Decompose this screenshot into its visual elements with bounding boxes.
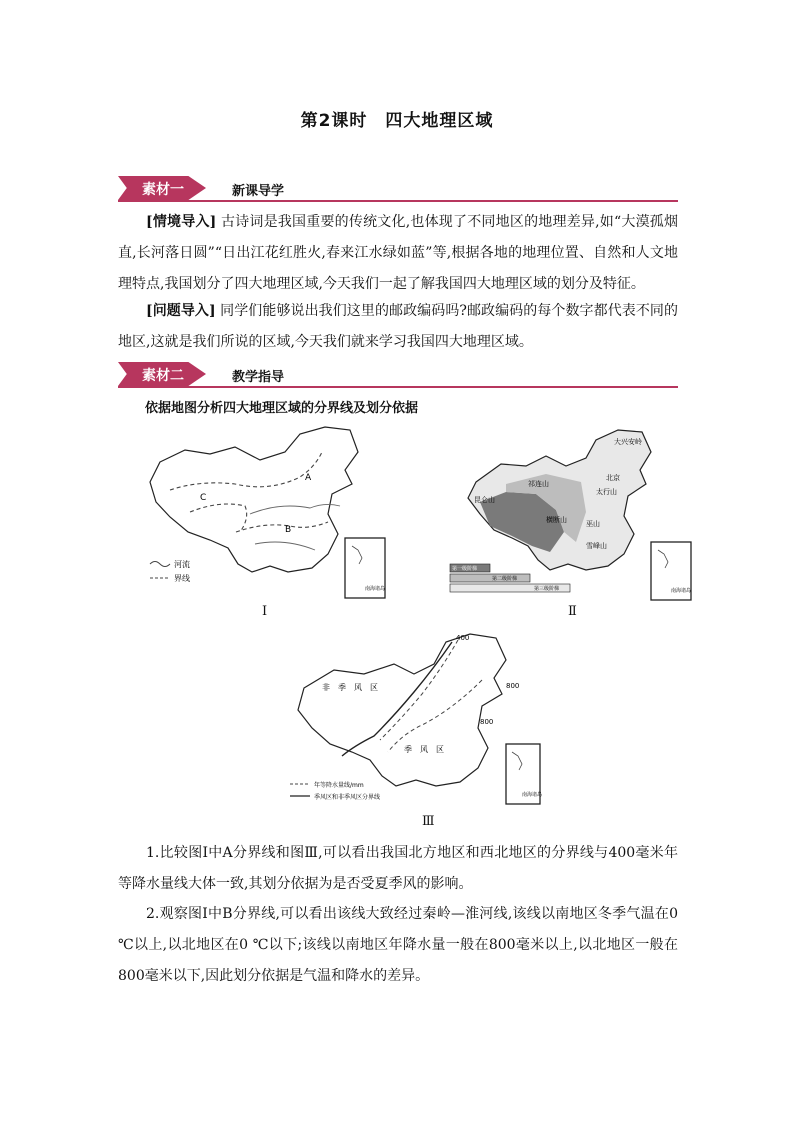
region-label-monsoon: 季风区 [404, 745, 452, 754]
paragraph-analysis-2: 2.观察图Ⅰ中B分界线,可以看出该线大致经过秦岭—淮河线,该线以南地区冬季气温在0 ℃以上,以北地区在0 ℃以下;该线以南地区年降水量一般在800毫米以上,以北地区一般在800毫米以下,因此划分依据是气温和降水的差异。 [118, 906, 678, 984]
boundary-line-a [170, 452, 322, 490]
isohyet-label-800: 800 [506, 682, 520, 690]
paragraph-question-intro [118, 296, 678, 358]
section-tag-label: 素材一 [142, 182, 184, 198]
map2-label: 大兴安岭 [614, 438, 642, 446]
step-2-label: 第二级阶梯 [492, 576, 518, 582]
paragraph-body: 古诗词是我国重要的传统文化,也体现了不同地区的地理差异,如“大漠孤烟直,长河落日圆”“日出江花红胜火,春来江水绿如蓝”等,根据各地的地理位置、自然和人文地理特点,我国划分了四大地理区域,今天我们一起了解我国四大地理区域的划分及特征。 [118, 214, 678, 292]
inset-label: 南海诸岛 [671, 588, 692, 594]
map2-label: 雪峰山 [586, 542, 607, 550]
paragraph-analysis-1: 1.比较图Ⅰ中A分界线和图Ⅲ,可以看出我国北方地区和西北地区的分界线与400毫米年等降水量线大体一致,其划分依据为是否受夏季风的影响。 [118, 845, 678, 892]
paragraph-lead: [情境导入] [146, 214, 217, 230]
paragraph-lead: [问题导入] [146, 303, 216, 319]
map-2-caption: Ⅱ [568, 604, 577, 619]
map1-label-c: C [200, 493, 207, 503]
isohyet-400 [380, 640, 458, 740]
river-line [255, 542, 315, 550]
section-underline [118, 200, 678, 202]
page-title: 第2课时 四大地理区域 [300, 111, 494, 131]
isohyet-label-400: 400 [456, 634, 470, 642]
inset-label: 南海诸岛 [365, 586, 386, 592]
map2-label: 祁连山 [528, 480, 549, 488]
isohyet-label-800: 800 [480, 718, 494, 726]
isohyet-800 [388, 680, 482, 752]
china-outline [298, 634, 506, 786]
section-tag-label: 素材二 [142, 368, 184, 384]
legend-river-label: 河流 [174, 560, 190, 569]
legend-river-symbol [150, 562, 170, 567]
boundary-line-c [190, 504, 247, 532]
section-header-2 [118, 362, 678, 388]
map2-label: 昆仑山 [474, 496, 495, 504]
map-1-caption: Ⅰ [262, 604, 268, 619]
map-3-precipitation [284, 628, 544, 818]
map1-label-a: A [305, 473, 312, 483]
legend-precip-label: 年等降水量线/mm [314, 782, 364, 789]
map1-label-b: B [285, 525, 292, 535]
section-subtitle: 教学指导 [232, 370, 285, 385]
map-1-boundaries [140, 422, 390, 607]
river-line [250, 504, 340, 514]
legend-border-label: 界线 [174, 574, 190, 583]
map-3-caption: Ⅲ [422, 814, 435, 829]
figure-heading: 依据地图分析四大地理区域的分界线及划分依据 [145, 401, 419, 416]
map2-label: 北京 [606, 474, 620, 482]
paragraph-body: 同学们能够说出我们这里的邮政编码吗?邮政编码的每个数字都代表不同的地区,这就是我们所说的区域,今天我们就来学习我国四大地理区域。 [118, 303, 678, 350]
step-3-label: 第三级阶梯 [534, 586, 560, 592]
boundary-line-b [236, 522, 328, 532]
paragraph-situation-intro [118, 207, 678, 300]
section-header-1 [118, 176, 678, 202]
step-1-label: 第一级阶梯 [452, 566, 478, 572]
map-2-terrain [446, 422, 696, 607]
section-underline [118, 386, 678, 388]
inset-label: 南海诸岛 [522, 792, 543, 798]
china-outline [150, 427, 358, 572]
monsoon-boundary-line [342, 642, 452, 756]
map2-label: 太行山 [596, 488, 617, 496]
section-subtitle: 新课导学 [232, 184, 285, 199]
legend-boundary-label: 季风区和非季风区分界线 [314, 794, 381, 801]
step-2-swatch [450, 574, 530, 582]
map2-label: 巫山 [586, 520, 600, 528]
region-label-nonmonsoon: 非季风区 [322, 683, 386, 692]
map2-label: 横断山 [546, 516, 567, 524]
